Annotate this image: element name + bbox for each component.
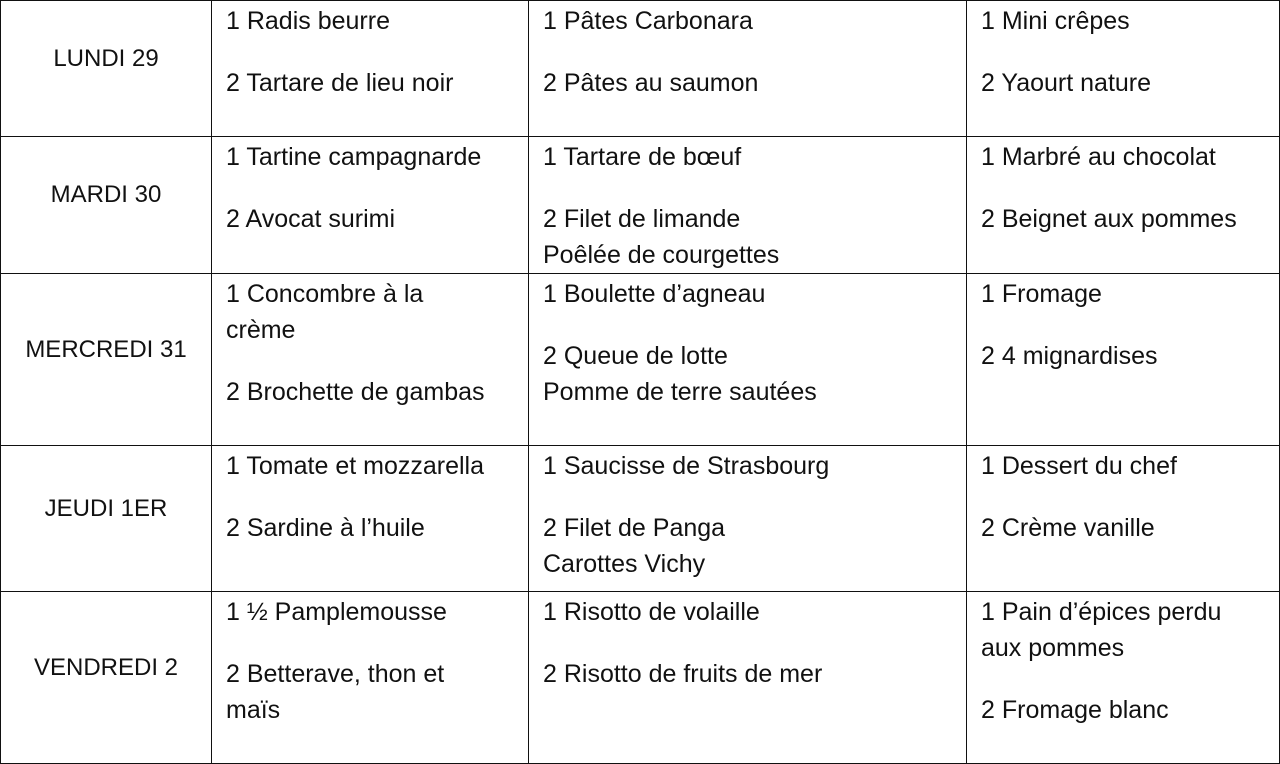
menu-row-mardi [1,137,1280,274]
dessert-option-1: 1 Fromage [981,280,1102,308]
plat-option-1: 1 Saucisse de Strasbourg [543,452,830,480]
entree-option-1: 1 ½ Pamplemousse [226,598,447,626]
entree-option-1-cont: crème [226,316,296,344]
dessert-cell [967,446,1280,592]
dessert-cell [967,592,1280,764]
menu-row-jeudi [1,446,1280,592]
entree-option-2-cont: maïs [226,696,281,724]
plat-cell [529,1,967,137]
day-label: JEUDI 1ER [44,494,168,522]
day-label: LUNDI 29 [53,44,159,72]
plat-option-1: 1 Tartare de bœuf [543,143,742,171]
plat-cell [529,592,967,764]
entree-cell [212,592,529,764]
entree-option-1: 1 Radis beurre [226,7,390,35]
plat-option-2-side: Poêlée de courgettes [543,241,780,269]
dessert-option-2: 2 Fromage blanc [981,696,1169,724]
plat-option-2: 2 Filet de Panga [543,514,726,542]
entree-option-2: 2 Betterave, thon et [226,660,445,688]
day-cell [1,592,212,764]
dessert-option-2: 2 Yaourt nature [981,69,1152,97]
plat-option-1: 1 Boulette d’agneau [543,280,766,308]
entree-cell [212,446,529,592]
day-label: MARDI 30 [50,181,162,208]
plat-cell [529,446,967,592]
entree-option-1: 1 Tartine campagnarde [226,143,482,171]
plat-option-2-side: Pomme de terre sautées [543,378,817,406]
entree-cell [212,1,529,137]
dessert-cell [967,137,1280,274]
day-cell [1,137,212,274]
dessert-cell [967,274,1280,446]
day-cell [1,1,212,137]
plat-cell [529,137,967,274]
entree-option-1: 1 Tomate et mozzarella [226,452,484,480]
plat-option-1: 1 Pâtes Carbonara [543,7,753,35]
menu-row-mercredi [1,274,1280,446]
plat-option-2: 2 Pâtes au saumon [543,69,759,97]
day-cell [1,446,212,592]
plat-cell [529,274,967,446]
dessert-option-2: 2 Beignet aux pommes [981,205,1237,233]
menu-row-lundi [1,1,1280,137]
entree-option-1: 1 Concombre à la [226,280,424,308]
entree-option-2: 2 Avocat surimi [226,205,396,233]
entree-cell [212,274,529,446]
entree-option-2: 2 Brochette de gambas [226,378,485,406]
plat-option-2: 2 Risotto de fruits de mer [543,660,823,688]
dessert-option-1: 1 Marbré au chocolat [981,143,1216,171]
plat-option-2-side: Carottes Vichy [543,550,706,578]
plat-option-2: 2 Filet de limande [543,205,741,233]
entree-cell [212,137,529,274]
dessert-option-1: 1 Dessert du chef [981,452,1177,480]
dessert-cell [967,1,1280,137]
day-cell [1,274,212,446]
day-label: VENDREDI 2 [33,653,179,681]
dessert-option-2: 2 Crème vanille [981,514,1155,542]
plat-option-1: 1 Risotto de volaille [543,598,760,626]
day-label: MERCREDI 31 [25,335,187,363]
dessert-option-1-cont: aux pommes [981,634,1125,662]
entree-option-2: 2 Tartare de lieu noir [226,69,454,97]
dessert-option-1: 1 Mini crêpes [981,7,1130,35]
entree-option-2: 2 Sardine à l’huile [226,514,425,542]
dessert-option-2: 2 4 mignardises [981,342,1158,370]
plat-option-2: 2 Queue de lotte [543,342,728,370]
menu-row-vendredi [1,592,1280,764]
dessert-option-1: 1 Pain d’épices perdu [981,598,1222,626]
